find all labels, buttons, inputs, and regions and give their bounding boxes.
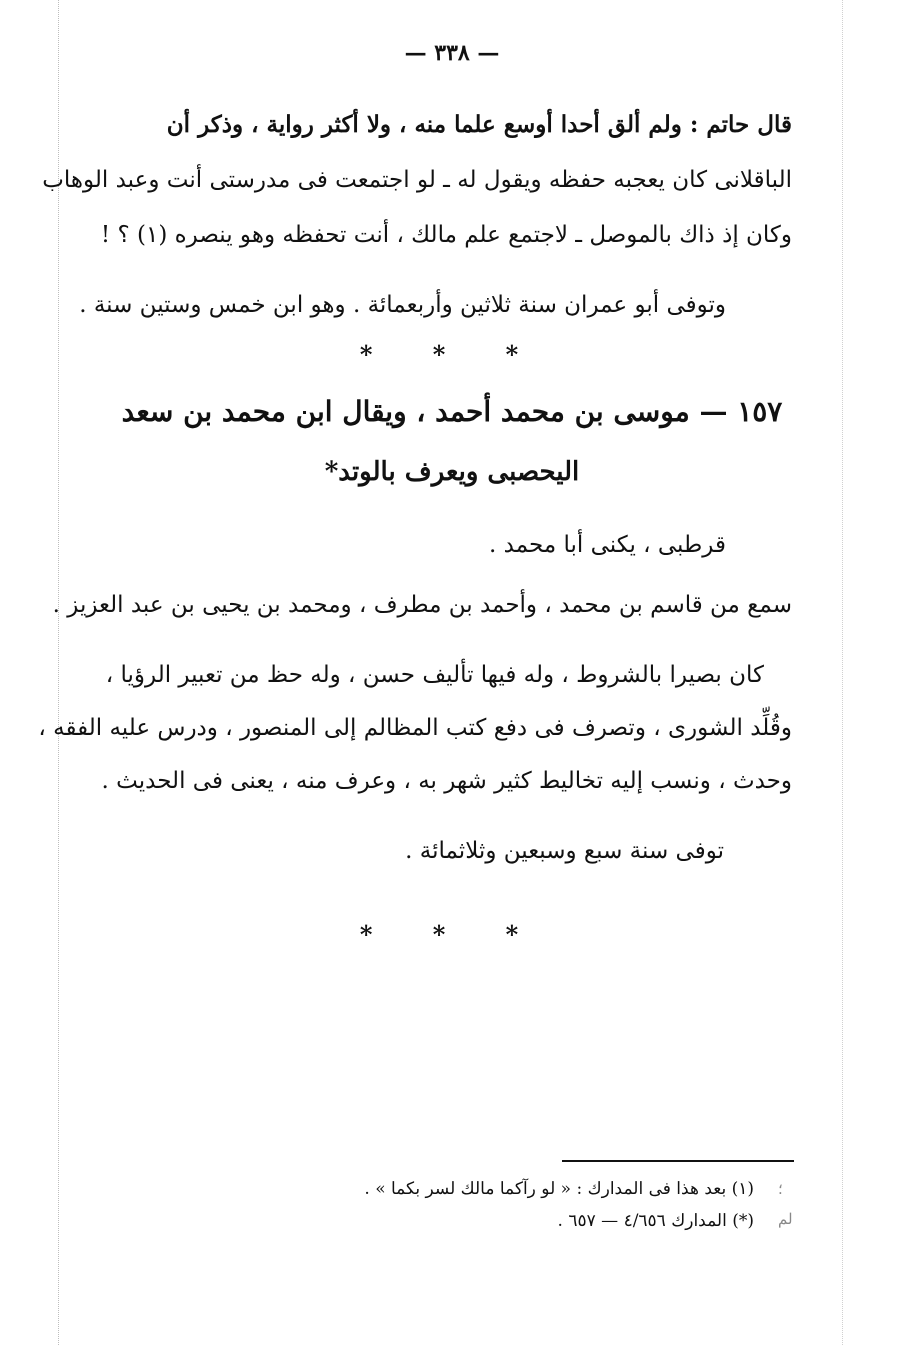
entry-line-2: سمع من قاسم بن محمد ، وأحمد بن مطرف ، ومحمد بن يحيى بن عبد العزيز .: [52, 592, 792, 618]
margin-mark-2: لم: [778, 1210, 793, 1228]
entry-line-5: وحدث ، ونسب إليه تخاليط كثير شهر به ، وعرف منه ، يعنى فى الحديث .: [101, 768, 792, 794]
entry-line-3: كان بصيرا بالشروط ، وله فيها تأليف حسن ، وله حظ من تعبير الرؤيا ،: [105, 662, 764, 688]
body-line-4: وتوفى أبو عمران سنة ثلاثين وأربعمائة . وهو ابن خمس وستين سنة .: [79, 292, 726, 318]
margin-mark-1: ؛: [778, 1180, 783, 1198]
body-line-1: قال حاتم : ولم ألق أحدا أوسع علما منه ، ولا أكثر رواية ، وذكر أن: [166, 111, 792, 138]
footnote-rule: [562, 1160, 794, 1162]
scan-left-edge: [58, 0, 59, 1345]
body-line-2: الباقلانى كان يعجبه حفظه ويقول له ـ لو اجتمعت فى مدرستى أنت وعبد الوهاب: [42, 167, 792, 193]
entry-line-6: توفى سنة سبع وسبعين وثلاثمائة .: [405, 838, 724, 864]
section-separator: * * *: [359, 340, 545, 369]
footnote-2: (*) المدارك ٤/٦٥٦ — ٦٥٧ .: [557, 1211, 754, 1231]
entry-line-1: قرطبى ، يكنى أبا محمد .: [489, 532, 726, 558]
footnote-1: (١) بعد هذا فى المدارك : « لو رآكما مالك لسر بكما » .: [364, 1179, 754, 1199]
page-number: — ٣٣٨ —: [404, 40, 500, 66]
entry-heading: ١٥٧ — موسى بن محمد أحمد ، ويقال ابن محمد بن سعد: [121, 395, 783, 428]
body-line-3: وكان إذ ذاك بالموصل ـ لاجتمع علم مالك ، أنت تحفظه وهو ينصره (١) ؟ !: [100, 222, 792, 248]
entry-subheading: اليحصبى ويعرف بالوتد*: [324, 457, 580, 487]
entry-line-4: وقُلِّد الشورى ، وتصرف فى دفع كتب المظالم إلى المنصور ، ودرس عليه الفقه ،: [38, 715, 792, 741]
scan-right-edge: [842, 0, 843, 1345]
section-separator-end: * * *: [359, 920, 545, 949]
